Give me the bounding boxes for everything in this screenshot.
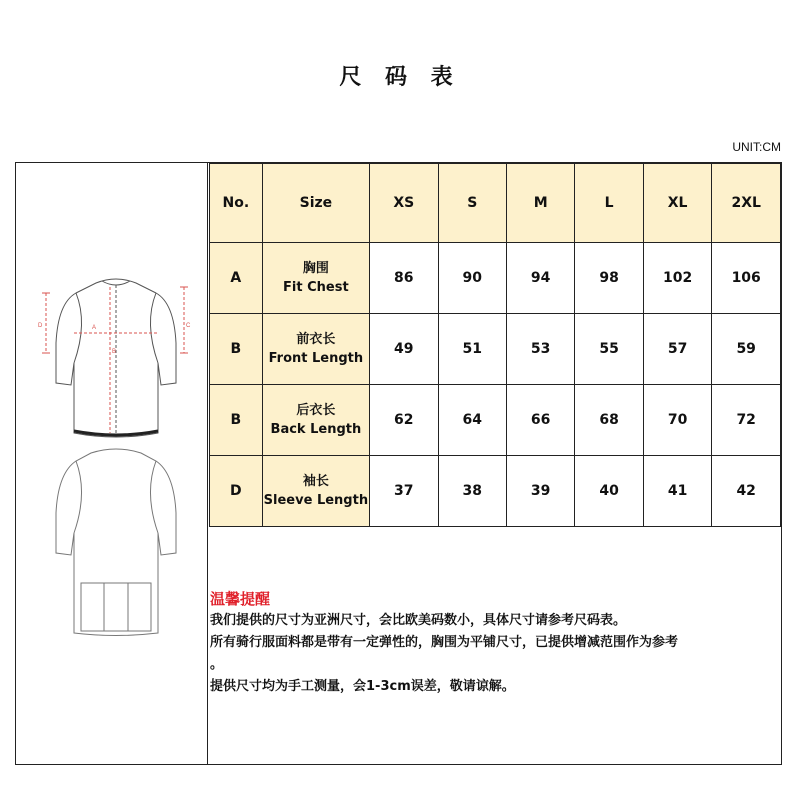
diagram-label-b: B [112,349,117,355]
header-2xl: 2XL [712,164,781,243]
notes-heading: 温馨提醒 [210,590,271,608]
jersey-diagram [36,263,196,743]
table-cell: 59 [712,314,781,385]
page-title: 尺 码 表 [339,65,461,90]
label-cn: 胸围 [302,261,329,276]
jersey-back-icon [56,449,176,636]
table-row-back-length [210,385,781,456]
header-xl: XL [643,164,712,243]
notes-line: 我们提供的尺寸为亚洲尺寸，会比欧美码数小，具体尺寸请参考尺码表。 [210,613,627,628]
row-label [262,314,369,385]
row-key: B [210,385,263,456]
header-l: L [575,164,643,243]
table-cell: 64 [438,385,506,456]
row-label [262,456,369,527]
label-cn: 袖长 [302,474,329,489]
table-cell: 90 [438,243,506,314]
table-row-chest [210,243,781,314]
table-cell: 62 [370,385,438,456]
notes-line: 。 [210,657,224,672]
notes-line: 所有骑行服面料都是带有一定弹性的，胸围为平铺尺寸，已提供增减范围作为参考 [210,635,679,650]
table-cell: 57 [643,314,712,385]
unit-label: UNIT:CM [732,140,781,154]
size-table [209,163,781,527]
table-cell: 53 [506,314,574,385]
header-m: M [506,164,574,243]
row-key: D [210,456,263,527]
table-cell: 38 [438,456,506,527]
diagram-label-d: D [38,323,43,329]
notes-section [210,588,780,698]
table-cell: 86 [370,243,438,314]
table-cell: 68 [575,385,643,456]
notes-line: 提供尺寸均为手工测量，会1-3cm误差，敬请谅解。 [210,679,515,694]
table-row-sleeve-length [210,456,781,527]
diagram-label-a: A [92,325,97,331]
diagram-label-c: C [186,323,191,329]
table-cell: 102 [643,243,712,314]
table-cell: 51 [438,314,506,385]
label-cn: 后衣长 [296,403,336,418]
label-en: Back Length [270,422,362,437]
table-cell: 41 [643,456,712,527]
jersey-front-icon [56,279,176,437]
table-cell: 70 [643,385,712,456]
table-cell: 40 [575,456,643,527]
row-key: A [210,243,263,314]
table-cell: 72 [712,385,781,456]
label-cn: 前衣长 [296,332,336,347]
header-no: No. [210,164,263,243]
table-cell: 39 [506,456,574,527]
size-chart-frame [15,162,782,765]
jersey-diagram-panel [16,163,208,764]
header-s: S [438,164,506,243]
table-cell: 37 [370,456,438,527]
label-en: Front Length [268,351,364,366]
label-en: Sleeve Length [263,493,369,508]
row-label [262,385,369,456]
table-cell: 106 [712,243,781,314]
table-cell: 49 [370,314,438,385]
header-size: Size [262,164,369,243]
table-cell: 42 [712,456,781,527]
row-key: B [210,314,263,385]
label-en: Fit Chest [283,280,349,295]
table-cell: 94 [506,243,574,314]
table-cell: 66 [506,385,574,456]
table-row-front-length [210,314,781,385]
row-label [262,243,369,314]
table-cell: 98 [575,243,643,314]
header-xs: XS [370,164,438,243]
table-header-row [210,164,781,243]
table-cell: 55 [575,314,643,385]
